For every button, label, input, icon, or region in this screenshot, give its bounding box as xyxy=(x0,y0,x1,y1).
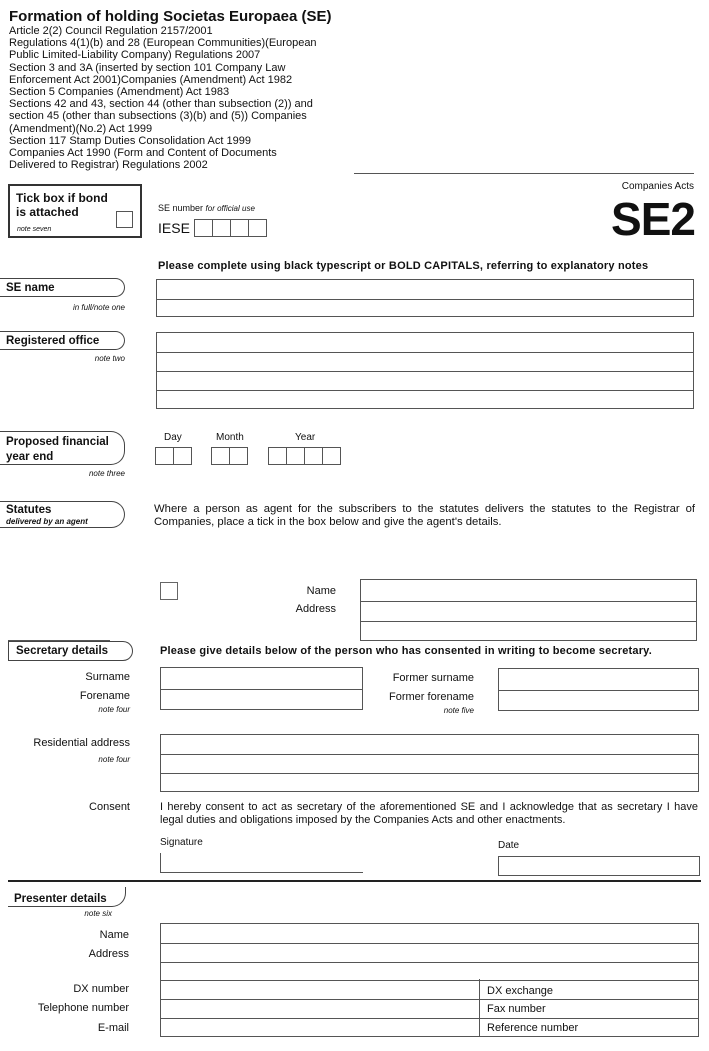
legal-line: Enforcement Act 2001)Companies (Amendment) Act 1982 xyxy=(9,73,293,86)
registered-office-note: note two xyxy=(94,354,125,363)
residential-address-label: Residential address xyxy=(33,737,130,749)
statutes-instruction: Where a person as agent for the subscribers to the statutes delivers the statutes to the Registrar of Companies, place a tick in the box below and give the agent's details. xyxy=(154,503,695,528)
legal-line: Companies Act 1990 (Form and Content of Documents xyxy=(9,147,277,160)
date-field[interactable] xyxy=(498,856,700,876)
bond-note: note seven xyxy=(17,226,52,233)
email-label: E-mail xyxy=(97,1022,129,1034)
presenter-address-label: Address xyxy=(88,948,129,960)
financial-year-note: note three xyxy=(88,469,125,478)
legal-line: Article 2(2) Council Regulation 2157/2001 xyxy=(9,25,213,37)
forename-label: Forename xyxy=(79,690,130,702)
secretary-label xyxy=(8,641,133,661)
presenter-label: Presenter details xyxy=(14,893,107,905)
signature-field[interactable] xyxy=(160,853,363,873)
se-number-text: SE number xyxy=(158,203,204,213)
legal-line: Sections 42 and 43, section 44 (other than subsection (2)) and xyxy=(9,98,313,111)
legal-line: Regulations 4(1)(b) and 28 (European Communities)(European xyxy=(9,37,317,50)
telephone-label: Telephone number xyxy=(37,1002,129,1014)
se-number-label xyxy=(158,203,255,213)
surname-label: Surname xyxy=(85,671,130,683)
day-cells[interactable] xyxy=(155,447,191,465)
se-name-note: in full/note one xyxy=(72,303,125,312)
month-cells[interactable] xyxy=(211,447,247,465)
statutes-sublabel: delivered by an agent xyxy=(6,517,88,526)
former-forename-label: Former forename xyxy=(389,691,474,703)
companies-acts-label: Companies Acts xyxy=(621,181,694,192)
presenter-note: note six xyxy=(84,909,112,918)
form-code: SE2 xyxy=(611,193,695,245)
bond-label: Tick box if bond is attached xyxy=(16,191,108,219)
date-label: Date xyxy=(498,840,520,851)
bond-panel xyxy=(8,184,142,238)
consent-text: I hereby consent to act as secretary of the aforementioned SE and I acknowledge that as secretary I have legal duties and obligations imposed by the Companies Acts and other enactments. xyxy=(160,801,698,826)
agent-details-field[interactable] xyxy=(360,579,697,641)
legal-line: Delivered to Registrar) Regulations 2002 xyxy=(9,159,208,172)
se-name-label-text: SE name xyxy=(6,282,55,294)
legal-references xyxy=(9,25,349,171)
dx-number-label: DX number xyxy=(73,983,129,995)
instruction-text: Please complete using black typescript or BOLD CAPITALS, referring to explanatory notes xyxy=(158,260,649,272)
presenter-details-field[interactable] xyxy=(160,923,699,1037)
registered-office-label-text: Registered office xyxy=(6,335,100,347)
legal-line: Section 5 Companies (Amendment) Act 1983 xyxy=(9,86,230,99)
reference-label: Reference number xyxy=(487,1022,579,1034)
forename-note: note four xyxy=(98,705,130,714)
registered-office-label xyxy=(0,331,125,350)
statutes-label xyxy=(0,501,125,528)
residential-address-note: note four xyxy=(98,755,130,764)
former-forename-note: note five xyxy=(443,706,474,715)
financial-year-label-line2: year end xyxy=(6,451,54,463)
agent-name-label: Name xyxy=(306,585,336,597)
form-title: Formation of holding Societas Europaea (SE) xyxy=(9,8,332,25)
surname-forename-field[interactable] xyxy=(160,667,363,710)
consent-label: Consent xyxy=(89,801,130,813)
registered-office-field[interactable] xyxy=(156,332,694,409)
presenter-name-label: Name xyxy=(99,929,129,941)
secretary-instruction: Please give details below of the person who has consented in writing to become secretary. xyxy=(160,645,652,657)
day-label: Day xyxy=(164,432,182,443)
legal-line: Section 117 Stamp Duties Consolidation Act 1999 xyxy=(9,134,251,147)
fax-label: Fax number xyxy=(487,1003,546,1015)
presenter-column-divider xyxy=(479,979,480,1037)
year-cells[interactable] xyxy=(268,447,340,465)
bond-checkbox[interactable] xyxy=(116,211,133,228)
financial-year-label-line1: Proposed financial xyxy=(6,436,109,448)
legal-line: Section 3 and 3A (inserted by section 101 Company Law xyxy=(9,61,286,74)
se-number-official: for official use xyxy=(205,204,255,213)
agent-address-label: Address xyxy=(295,603,336,615)
year-label: Year xyxy=(295,432,316,443)
se-number-cells[interactable] xyxy=(194,219,266,237)
former-surname-label: Former surname xyxy=(392,672,474,684)
presenter-label-outline xyxy=(8,887,126,907)
se-name-field[interactable] xyxy=(156,279,694,317)
se-name-label xyxy=(0,278,125,297)
legal-line: (Amendment)(No.2) Act 1999 xyxy=(9,122,153,135)
dx-exchange-label: DX exchange xyxy=(487,985,554,997)
residential-address-field[interactable] xyxy=(160,734,699,792)
header-divider xyxy=(354,173,694,174)
secretary-label-text: Secretary details xyxy=(16,645,109,657)
presenter-divider xyxy=(8,880,701,882)
legal-line: section 45 (other than subsections (3)(b) and (5)) Companies xyxy=(9,110,307,123)
financial-year-label xyxy=(0,431,125,465)
month-label: Month xyxy=(216,432,244,443)
legal-line: Public Limited-Liability Company) Regulations 2007 xyxy=(9,49,261,62)
agent-checkbox[interactable] xyxy=(160,582,178,600)
statutes-label-text: Statutes xyxy=(6,504,52,516)
se-number-prefix: IESE xyxy=(158,220,190,236)
former-names-field[interactable] xyxy=(498,668,699,711)
signature-label: Signature xyxy=(160,837,203,848)
